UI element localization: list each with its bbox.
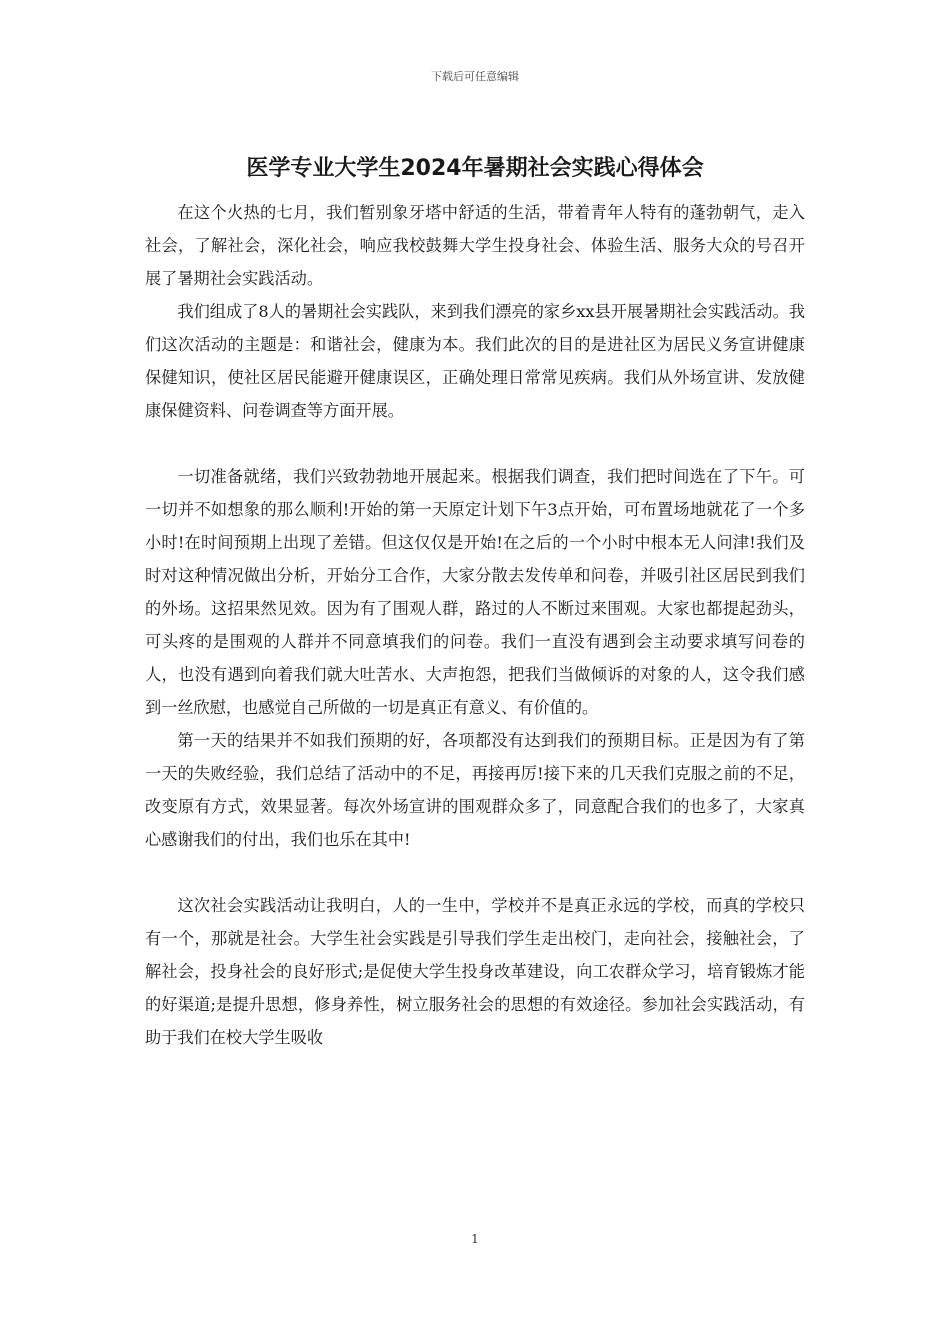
- paragraph-2: 我们组成了8人的暑期社会实践队，来到我们漂亮的家乡xx县开展暑期社会实践活动。我们这次活动的主题是：和谐社会，健康为本。我们此次的目的是进社区为居民义务宣讲健康保健知识，使社区居民能避开健康误区，正确处理日常常见疾病。我们从外场宣讲、发放健康保健资料、问卷调查等方面开展。: [145, 302, 805, 420]
- paragraph-spacer: [145, 427, 805, 460]
- paragraph-3: 一切准备就绪，我们兴致勃勃地开展起来。根据我们调查，我们把时间选在了下午。可一切并不如想象的那么顺利!开始的第一天原定计划下午3点开始，可布置场地就花了一个多小时!在时间预期上出现了差错。但这仅仅是开始!在之后的一个小时中根本无人问津!我们及时对这种情况做出分析，开始分工合作，大家分散去发传单和问卷，并吸引社区居民到我们的外场。这招果然见效。因为有了围观人群，路过的人不断过来围观。大家也都提起劲头，可头疼的是围观的人群并不同意填我们的问卷。我们一直没有遇到会主动要求填写问卷的人，也没有遇到向着我们就大吐苦水、大声抱怨，把我们当做倾诉的对象的人，这令我们感到一丝欣慰，也感觉自己所做的一切是真正有意义、有价值的。: [145, 467, 805, 717]
- page-number: 1: [471, 1232, 479, 1246]
- document-title: 医学专业大学生2024年暑期社会实践心得体会: [246, 156, 704, 181]
- header-note: 下载后可任意编辑: [431, 70, 519, 83]
- document-body: [145, 196, 805, 1054]
- paragraph-5: 这次社会实践活动让我明白，人的一生中，学校并不是真正永远的学校，而真的学校只有一个，那就是社会。大学生社会实践是引导我们学生走出校门，走向社会，接触社会，了解社会，投身社会的良好形式;是促使大学生投身改革建设，向工农群众学习，培育锻炼才能的好渠道;是提升思想，修身养性，树立服务社会的思想的有效途径。参加社会实践活动，有助于我们在校大学生吸收: [145, 896, 805, 1047]
- paragraph-spacer: [145, 856, 805, 889]
- paragraph-1: 在这个火热的七月，我们暂别象牙塔中舒适的生活，带着青年人特有的蓬勃朝气，走入社会，了解社会，深化社会，响应我校鼓舞大学生投身社会、体验生活、服务大众的号召开展了暑期社会实践活动。: [145, 203, 805, 288]
- paragraph-4: 第一天的结果并不如我们预期的好，各项都没有达到我们的预期目标。正是因为有了第一天的失败经验，我们总结了活动中的不足，再接再厉!接下来的几天我们克服之前的不足，改变原有方式，效果显著。每次外场宣讲的围观群众多了，同意配合我们的也多了，大家真心感谢我们的付出，我们也乐在其中!: [145, 731, 805, 849]
